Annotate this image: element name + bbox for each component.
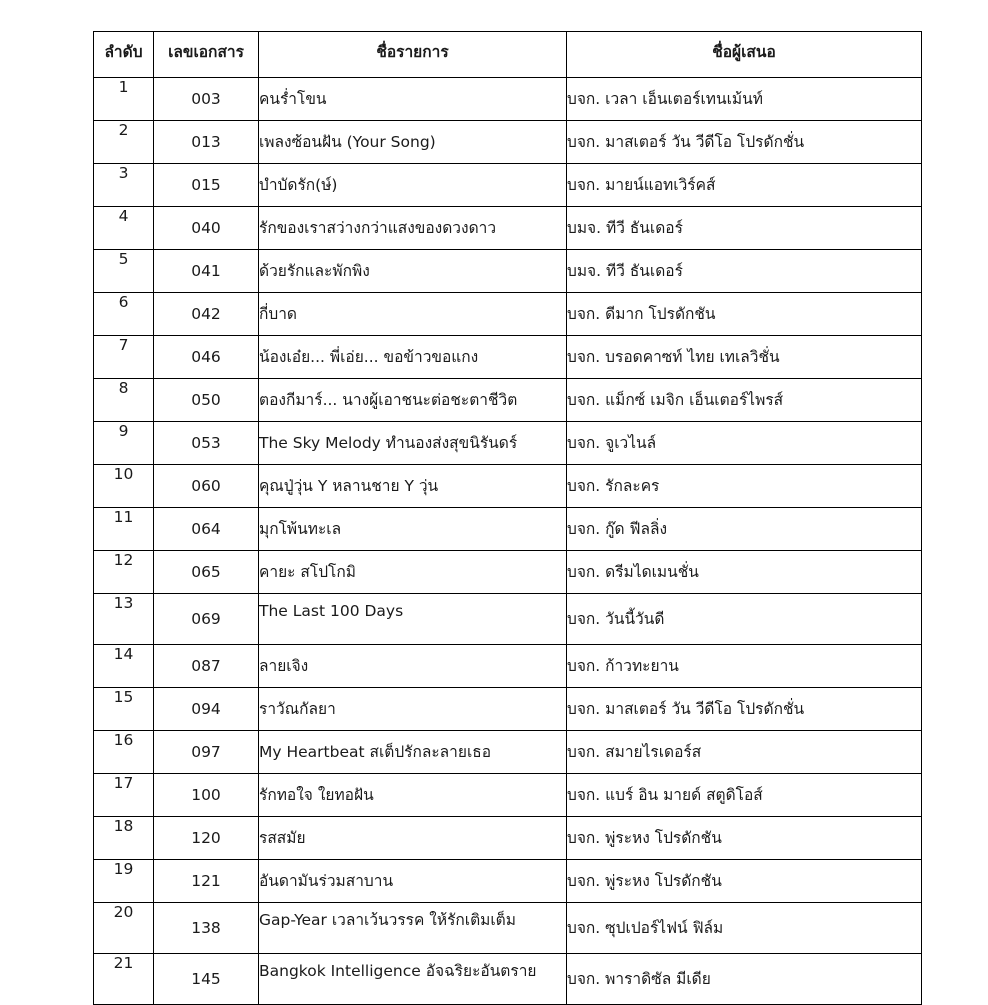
table-row — [94, 774, 922, 817]
row-document-number: 100 — [154, 774, 259, 817]
table-row — [94, 860, 922, 903]
row-program-name: The Last 100 Days — [259, 594, 567, 645]
table-row — [94, 551, 922, 594]
row-document-number: 087 — [154, 645, 259, 688]
table-row — [94, 688, 922, 731]
row-order-number: 6 — [94, 293, 154, 336]
row-document-number: 064 — [154, 508, 259, 551]
row-program-name: My Heartbeat สเต็ปรักละลายเธอ — [259, 731, 567, 774]
table-row — [94, 731, 922, 774]
row-program-name: คนร่ำโขน — [259, 78, 567, 121]
row-program-name: คุณปู่วุ่น Y หลานชาย Y วุ่น — [259, 465, 567, 508]
row-order-number: 7 — [94, 336, 154, 379]
row-proposer-name: บจก. บรอดคาซท์ ไทย เทเลวิชั่น — [567, 336, 922, 379]
row-proposer-name: บมจ. ทีวี ธันเดอร์ — [567, 250, 922, 293]
row-document-number: 041 — [154, 250, 259, 293]
row-order-number: 13 — [94, 594, 154, 645]
row-document-number: 065 — [154, 551, 259, 594]
row-proposer-name: บจก. ดีมาก โปรดักชัน — [567, 293, 922, 336]
table-row — [94, 78, 922, 121]
row-document-number: 069 — [154, 594, 259, 645]
row-document-number: 060 — [154, 465, 259, 508]
program-list-table — [93, 31, 922, 1005]
table-row — [94, 336, 922, 379]
table-row — [94, 954, 922, 1005]
table-row — [94, 903, 922, 954]
row-document-number: 145 — [154, 954, 259, 1005]
row-order-number: 14 — [94, 645, 154, 688]
row-order-number: 15 — [94, 688, 154, 731]
row-proposer-name: บมจ. ทีวี ธันเดอร์ — [567, 207, 922, 250]
row-document-number: 094 — [154, 688, 259, 731]
row-order-number: 8 — [94, 379, 154, 422]
row-order-number: 10 — [94, 465, 154, 508]
table-row — [94, 121, 922, 164]
table-body — [94, 78, 922, 1005]
row-program-name: Gap-Year เวลาเว้นวรรค ให้รักเติมเต็ม — [259, 903, 567, 954]
row-program-name: ตองกีมาร์... นางผู้เอาชนะต่อชะตาชีวิต — [259, 379, 567, 422]
row-document-number: 053 — [154, 422, 259, 465]
row-program-name: มุกโพ้นทะเล — [259, 508, 567, 551]
row-program-name: ด้วยรักและพักพิง — [259, 250, 567, 293]
row-order-number: 12 — [94, 551, 154, 594]
table-row — [94, 817, 922, 860]
table-row — [94, 594, 922, 645]
table-row — [94, 207, 922, 250]
row-program-name: รักของเราสว่างกว่าแสงของดวงดาว — [259, 207, 567, 250]
row-proposer-name: บจก. รักละคร — [567, 465, 922, 508]
table-header-row — [94, 32, 922, 78]
row-document-number: 097 — [154, 731, 259, 774]
row-proposer-name: บจก. มาสเตอร์ วัน วีดีโอ โปรดักชั่น — [567, 121, 922, 164]
header-order-number: ลำดับ — [94, 32, 154, 78]
row-order-number: 11 — [94, 508, 154, 551]
row-proposer-name: บจก. ก้าวทะยาน — [567, 645, 922, 688]
row-document-number: 015 — [154, 164, 259, 207]
row-proposer-name: บจก. แม็กซ์ เมจิก เอ็นเตอร์ไพรส์ — [567, 379, 922, 422]
row-proposer-name: บจก. แบร์ อิน มายด์ สตูดิโอส์ — [567, 774, 922, 817]
row-program-name: เพลงซ้อนฝัน (Your Song) — [259, 121, 567, 164]
row-program-name: Bangkok Intelligence อัจฉริยะอันตราย — [259, 954, 567, 1005]
row-document-number: 050 — [154, 379, 259, 422]
row-program-name: บำบัดรัก(ษ์) — [259, 164, 567, 207]
table-row — [94, 645, 922, 688]
row-document-number: 046 — [154, 336, 259, 379]
header-proposer-name: ชื่อผู้เสนอ — [567, 32, 922, 78]
row-program-name: The Sky Melody ทำนองส่งสุขนิรันดร์ — [259, 422, 567, 465]
row-proposer-name: บจก. ดรีมไดเมนชั่น — [567, 551, 922, 594]
header-document-number: เลขเอกสาร — [154, 32, 259, 78]
table-row — [94, 293, 922, 336]
table-row — [94, 250, 922, 293]
row-order-number: 2 — [94, 121, 154, 164]
row-document-number: 013 — [154, 121, 259, 164]
table-row — [94, 508, 922, 551]
row-program-name: ลายเจิง — [259, 645, 567, 688]
row-proposer-name: บจก. พู่ระหง โปรดักชัน — [567, 817, 922, 860]
row-proposer-name: บจก. มาสเตอร์ วัน วีดีโอ โปรดักชั่น — [567, 688, 922, 731]
row-program-name: คายะ สโปโกมิ — [259, 551, 567, 594]
row-program-name: กี่บาด — [259, 293, 567, 336]
row-order-number: 5 — [94, 250, 154, 293]
row-order-number: 18 — [94, 817, 154, 860]
row-proposer-name: บจก. กู๊ด ฟีลลิ่ง — [567, 508, 922, 551]
row-document-number: 121 — [154, 860, 259, 903]
row-program-name: รสสมัย — [259, 817, 567, 860]
row-order-number: 16 — [94, 731, 154, 774]
row-proposer-name: บจก. ซุปเปอร์ไฟน์ ฟิล์ม — [567, 903, 922, 954]
table-row — [94, 422, 922, 465]
row-document-number: 138 — [154, 903, 259, 954]
row-order-number: 4 — [94, 207, 154, 250]
row-document-number: 040 — [154, 207, 259, 250]
row-program-name: อันดามันร่วมสาบาน — [259, 860, 567, 903]
row-document-number: 003 — [154, 78, 259, 121]
row-document-number: 120 — [154, 817, 259, 860]
row-order-number: 9 — [94, 422, 154, 465]
row-order-number: 3 — [94, 164, 154, 207]
row-order-number: 21 — [94, 954, 154, 1005]
row-proposer-name: บจก. เวลา เอ็นเตอร์เทนเม้นท์ — [567, 78, 922, 121]
row-proposer-name: บจก. พาราดิซัล มีเดีย — [567, 954, 922, 1005]
row-program-name: รักทอใจ ใยทอฝัน — [259, 774, 567, 817]
row-order-number: 17 — [94, 774, 154, 817]
row-document-number: 042 — [154, 293, 259, 336]
row-program-name: ราวัณกัลยา — [259, 688, 567, 731]
row-proposer-name: บจก. มายน์แอทเวิร์คส์ — [567, 164, 922, 207]
table-row — [94, 465, 922, 508]
row-order-number: 20 — [94, 903, 154, 954]
row-program-name: น้องเอ๋ย... พี่เอ่ย... ขอข้าวขอแกง — [259, 336, 567, 379]
row-proposer-name: บจก. พู่ระหง โปรดักชัน — [567, 860, 922, 903]
row-order-number: 1 — [94, 78, 154, 121]
table-row — [94, 164, 922, 207]
header-program-name: ชื่อรายการ — [259, 32, 567, 78]
row-order-number: 19 — [94, 860, 154, 903]
table-row — [94, 379, 922, 422]
row-proposer-name: บจก. วันนี้วันดี — [567, 594, 922, 645]
row-proposer-name: บจก. สมายไรเดอร์ส — [567, 731, 922, 774]
row-proposer-name: บจก. จูเวไนล์ — [567, 422, 922, 465]
